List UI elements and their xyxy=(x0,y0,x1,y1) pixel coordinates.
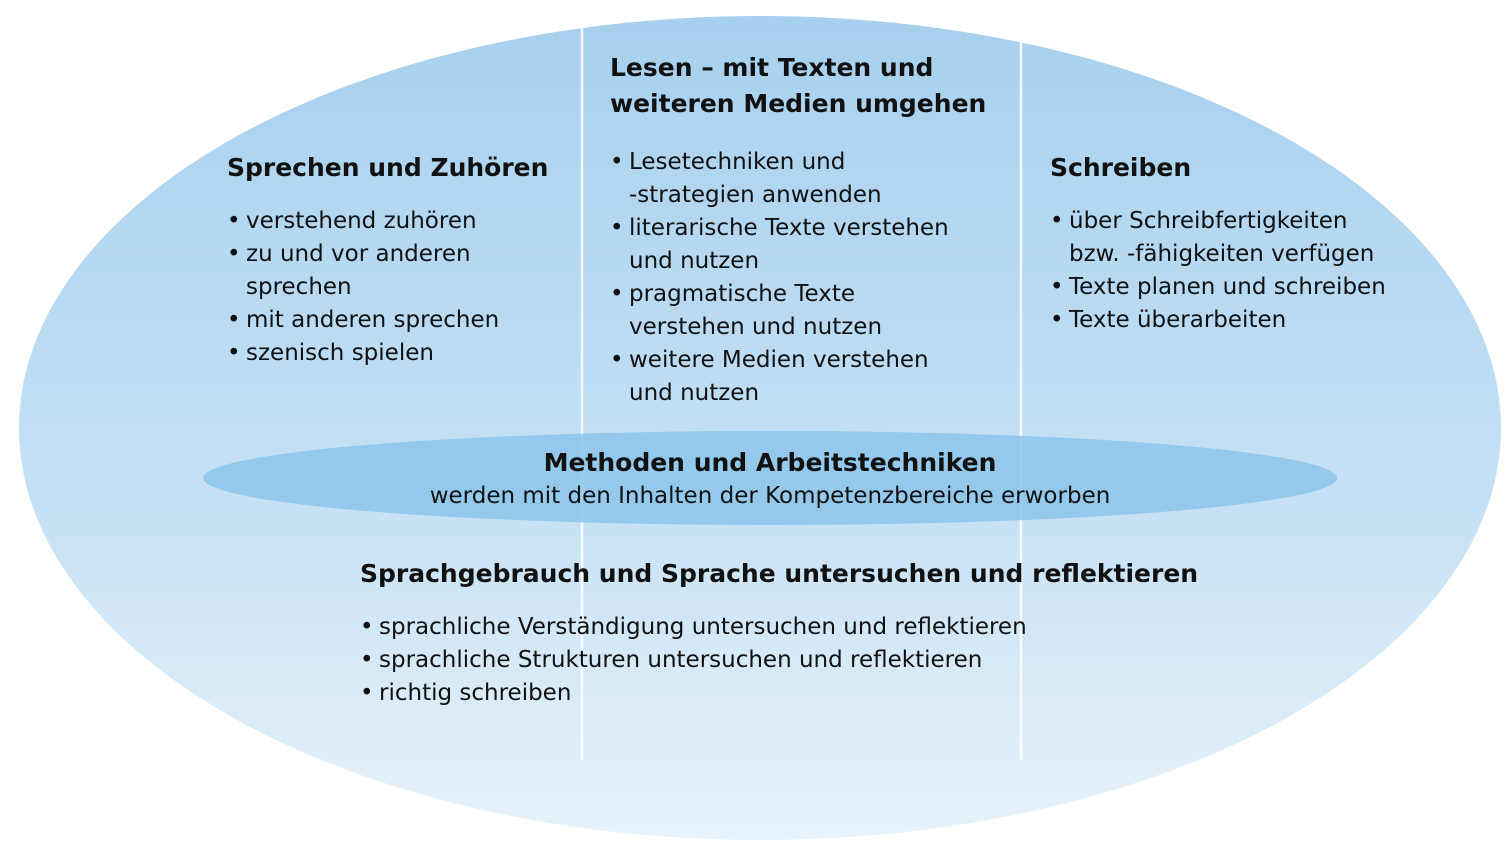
schreiben-title: Schreiben xyxy=(1050,153,1192,182)
list-item: • szenisch spielen xyxy=(227,337,567,370)
section-methoden xyxy=(200,446,1340,513)
list-item: • sprachliche Strukturen untersuchen und reflektieren xyxy=(360,644,1260,677)
list-item: • über Schreibfertigkeiten bzw. -fähigkeiten verfügen xyxy=(1050,205,1470,271)
section-sprechen xyxy=(227,150,567,370)
section-lesen xyxy=(610,50,1010,410)
section-sprachgebrauch xyxy=(360,556,1260,710)
list-item: • Lesetechniken und -strategien anwenden xyxy=(610,146,1010,212)
list-item: • mit anderen sprechen xyxy=(227,304,567,337)
list-item: • sprachliche Verständigung untersuchen und reflektieren xyxy=(360,611,1260,644)
lesen-title: Lesen – mit Texten und weiteren Medien umgehen xyxy=(610,53,987,118)
list-item: • Texte planen und schreiben xyxy=(1050,271,1470,304)
list-item: • richtig schreiben xyxy=(360,677,1260,710)
list-item: • literarische Texte verstehen und nutzen xyxy=(610,212,1010,278)
schreiben-list xyxy=(1050,205,1470,337)
section-schreiben xyxy=(1050,150,1470,337)
list-item: • weitere Medien verstehen und nutzen xyxy=(610,344,1010,410)
sprachgebrauch-title: Sprachgebrauch und Sprache untersuchen und reflektieren xyxy=(360,559,1199,588)
methoden-subtitle: werden mit den Inhalten der Kompetenzbereiche erworben xyxy=(429,483,1111,509)
sprachgebrauch-list xyxy=(360,611,1260,710)
list-item: • zu und vor anderen sprechen xyxy=(227,238,567,304)
list-item: • verstehend zuhören xyxy=(227,205,567,238)
list-item: • Texte überarbeiten xyxy=(1050,304,1470,337)
methoden-title: Methoden und Arbeitstechniken xyxy=(543,448,997,477)
lesen-list xyxy=(610,146,1010,410)
sprechen-list xyxy=(227,205,567,370)
list-item: • pragmatische Texte verstehen und nutzen xyxy=(610,278,1010,344)
sprechen-title: Sprechen und Zuhören xyxy=(227,153,549,182)
